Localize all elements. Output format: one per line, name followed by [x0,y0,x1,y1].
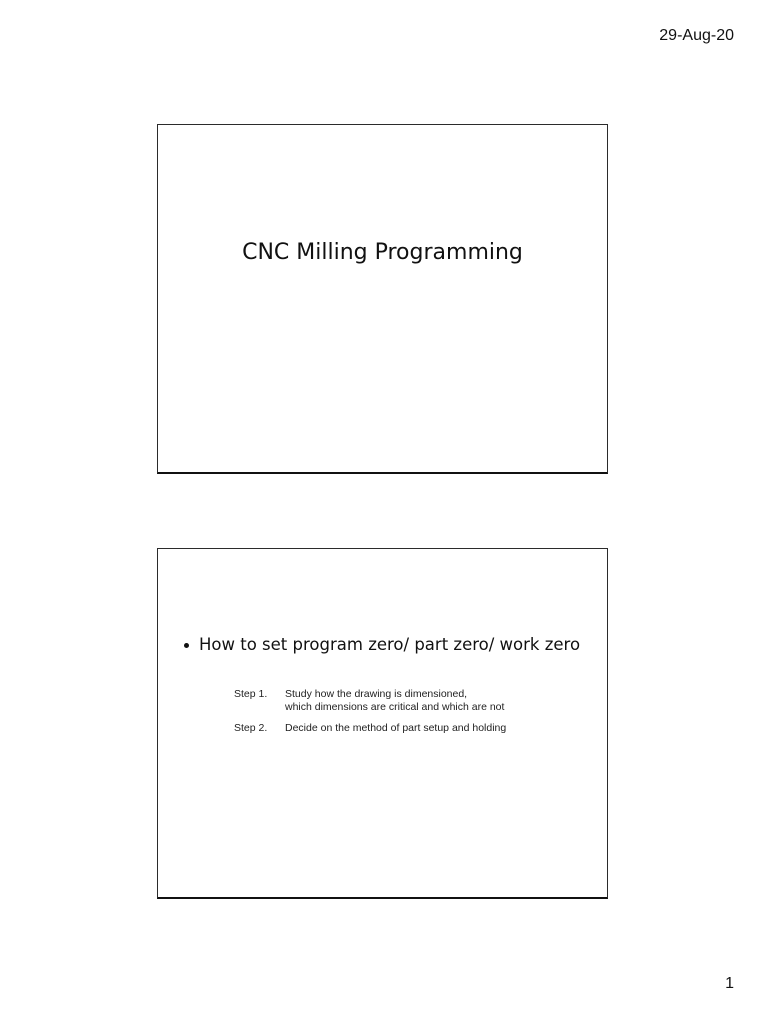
slide-title: CNC Milling Programming [242,240,523,265]
step-label: Step 1. [234,688,268,700]
page-number: 1 [725,975,734,992]
steps-list [234,688,506,743]
bullet-item [184,635,580,654]
bullet-text: How to set program zero/ part zero/ work zero [199,635,581,654]
step-line: which dimensions are critical and which are not [285,701,505,713]
slide-1 [157,124,608,474]
step-2 [234,722,506,735]
step-text [285,722,506,735]
step-line: Decide on the method of part setup and holding [285,722,507,734]
header-date: 29-Aug-20 [659,27,734,44]
step-1 [234,688,506,714]
step-label: Step 2. [234,722,268,734]
slide-2 [157,548,608,899]
bullet-icon [184,643,189,648]
step-text [285,688,504,714]
step-line: Study how the drawing is dimensioned, [285,688,468,700]
